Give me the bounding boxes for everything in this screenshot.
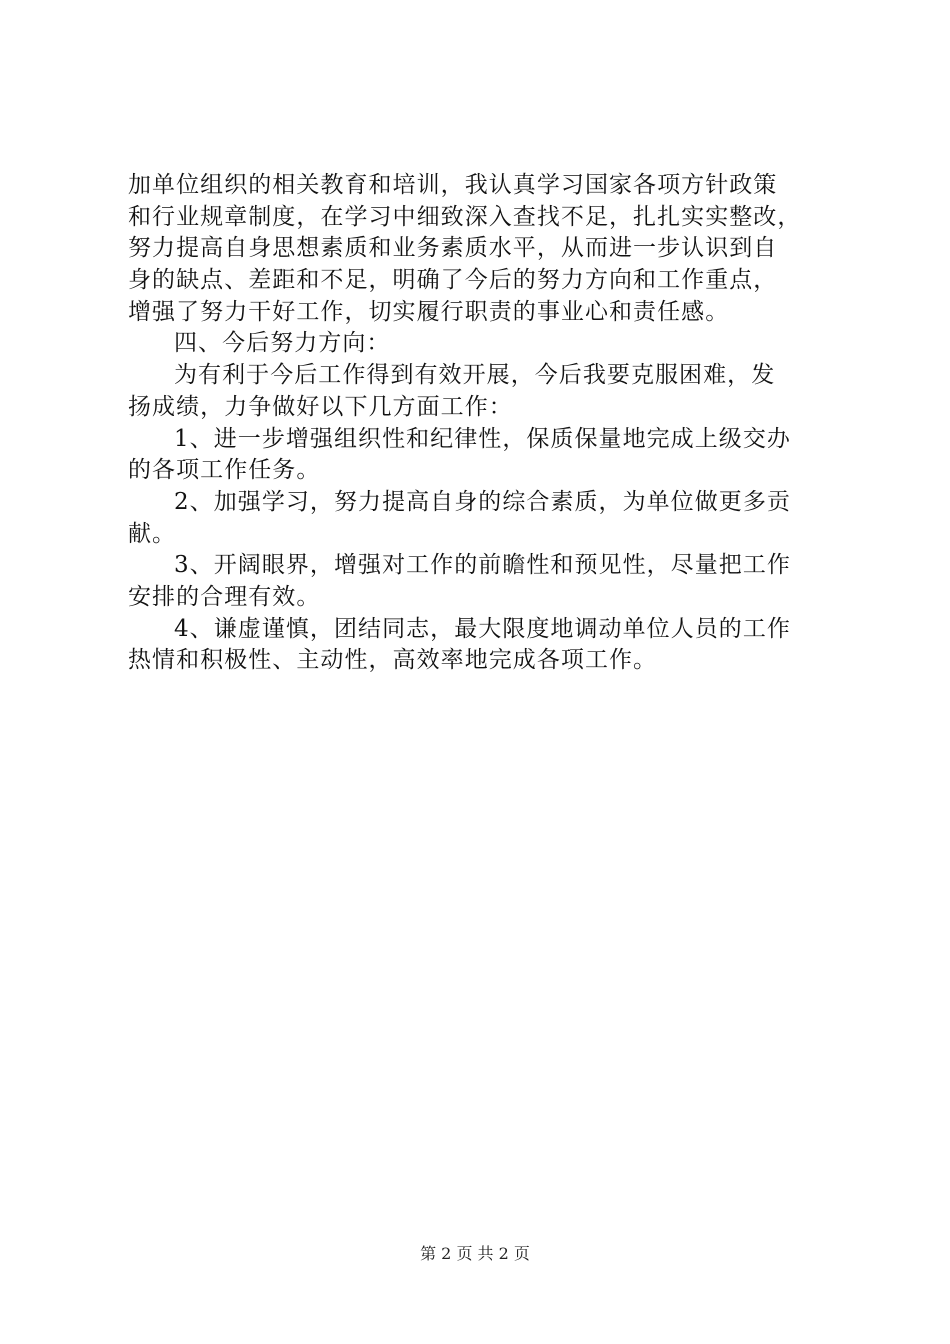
text-line: 为有利于今后工作得到有效开展，今后我要克服困难，发 (174, 362, 776, 389)
document-body (128, 170, 828, 677)
text-line: 扬成绩，力争做好以下几方面工作： (128, 393, 513, 420)
text-line: 的各项工作任务。 (128, 457, 321, 484)
text-line: 增强了努力干好工作，切实履行职责的事业心和责任感。 (128, 298, 730, 325)
text-line: 献。 (128, 520, 177, 547)
page-footer: 第 2 页 共 2 页 (420, 1244, 530, 1263)
text-line: 和行业规章制度，在学习中细致深入查找不足，扎扎实实整改， (128, 203, 802, 230)
list-item-1: 1、进一步增强组织性和纪律性，保质保量地完成上级交办 (174, 425, 791, 452)
list-item-3: 3、开阔眼界，增强对工作的前瞻性和预见性，尽量把工作 (174, 552, 791, 579)
text-line: 加单位组织的相关教育和培训，我认真学习国家各项方针政策 (128, 172, 778, 198)
text-line: 努力提高自身思想素质和业务素质水平，从而进一步认识到自 (128, 235, 778, 262)
text-line: 安排的合理有效。 (128, 583, 321, 610)
text-line: 热情和积极性、主动性，高效率地完成各项工作。 (128, 647, 658, 674)
list-item-2: 2、加强学习，努力提高自身的综合素质，为单位做更多贡 (174, 488, 791, 515)
section-heading: 四、今后努力方向： (174, 330, 391, 357)
text-line: 身的缺点、差距和不足，明确了今后的努力方向和工作重点， (128, 267, 778, 294)
list-item-4: 4、谦虚谨慎，团结同志，最大限度地调动单位人员的工作 (174, 615, 791, 642)
